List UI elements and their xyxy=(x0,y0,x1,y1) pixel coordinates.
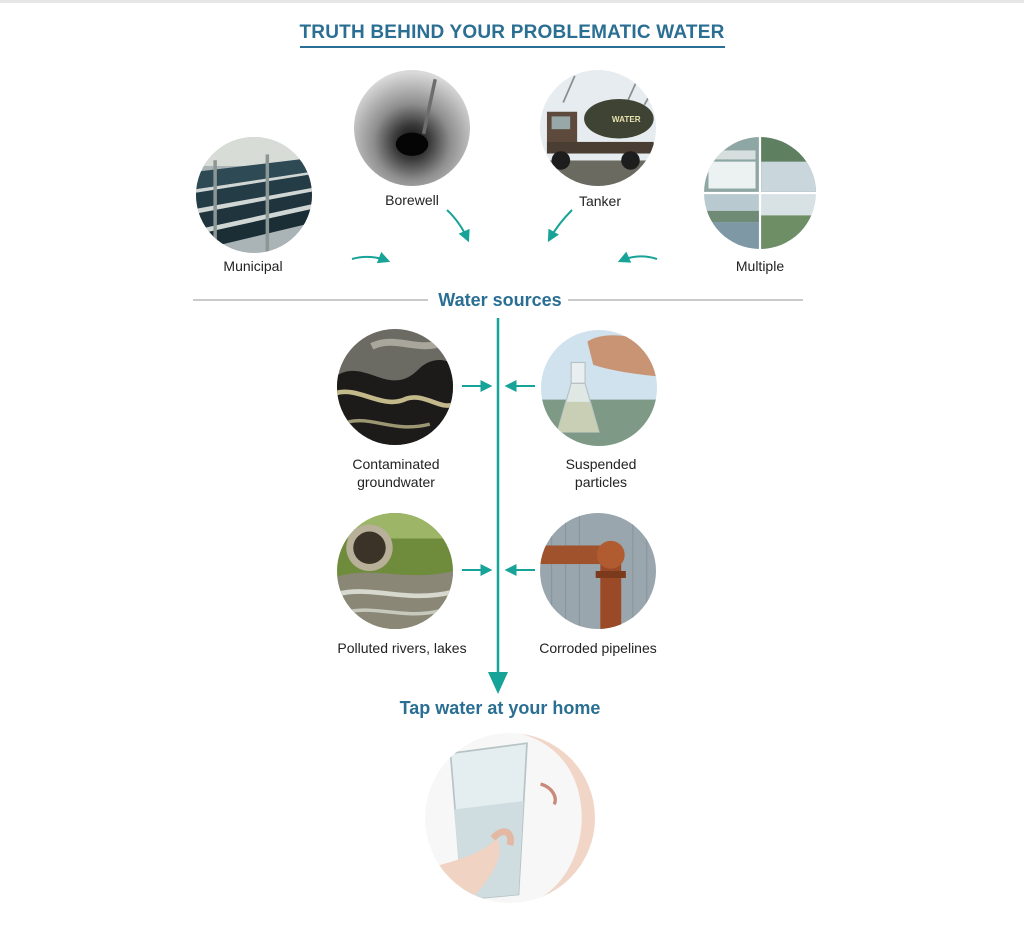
polluted-rivers-label: Polluted rivers, lakes xyxy=(337,640,467,656)
tanker-arrow xyxy=(549,210,572,240)
multiple-arrow xyxy=(620,256,657,261)
main-flow-arrowhead xyxy=(488,672,508,694)
borewell-arrow xyxy=(447,210,468,240)
corroded-pipelines-label: Corroded pipelines xyxy=(539,640,657,656)
contaminated-groundwater-label-line1: Contaminated xyxy=(352,456,440,472)
municipal-arrow xyxy=(352,257,388,261)
suspended-particles-label-line1: Suspended xyxy=(565,456,637,472)
borewell-label: Borewell xyxy=(385,192,439,208)
tanker-label: Tanker xyxy=(578,193,622,209)
tap-water-heading: Tap water at your home xyxy=(399,698,601,718)
water-sources-heading: Water sources xyxy=(438,290,562,310)
title-text: TRUTH BEHIND YOUR PROBLEMATIC WATER xyxy=(300,22,725,48)
suspended-particles-label-line2: particles xyxy=(574,474,628,490)
municipal-label: Municipal xyxy=(223,258,283,274)
contaminated-groundwater-label-line2: groundwater xyxy=(357,474,435,490)
tanker-sign-text: WATER xyxy=(611,115,641,125)
multiple-label: Multiple xyxy=(735,258,785,274)
